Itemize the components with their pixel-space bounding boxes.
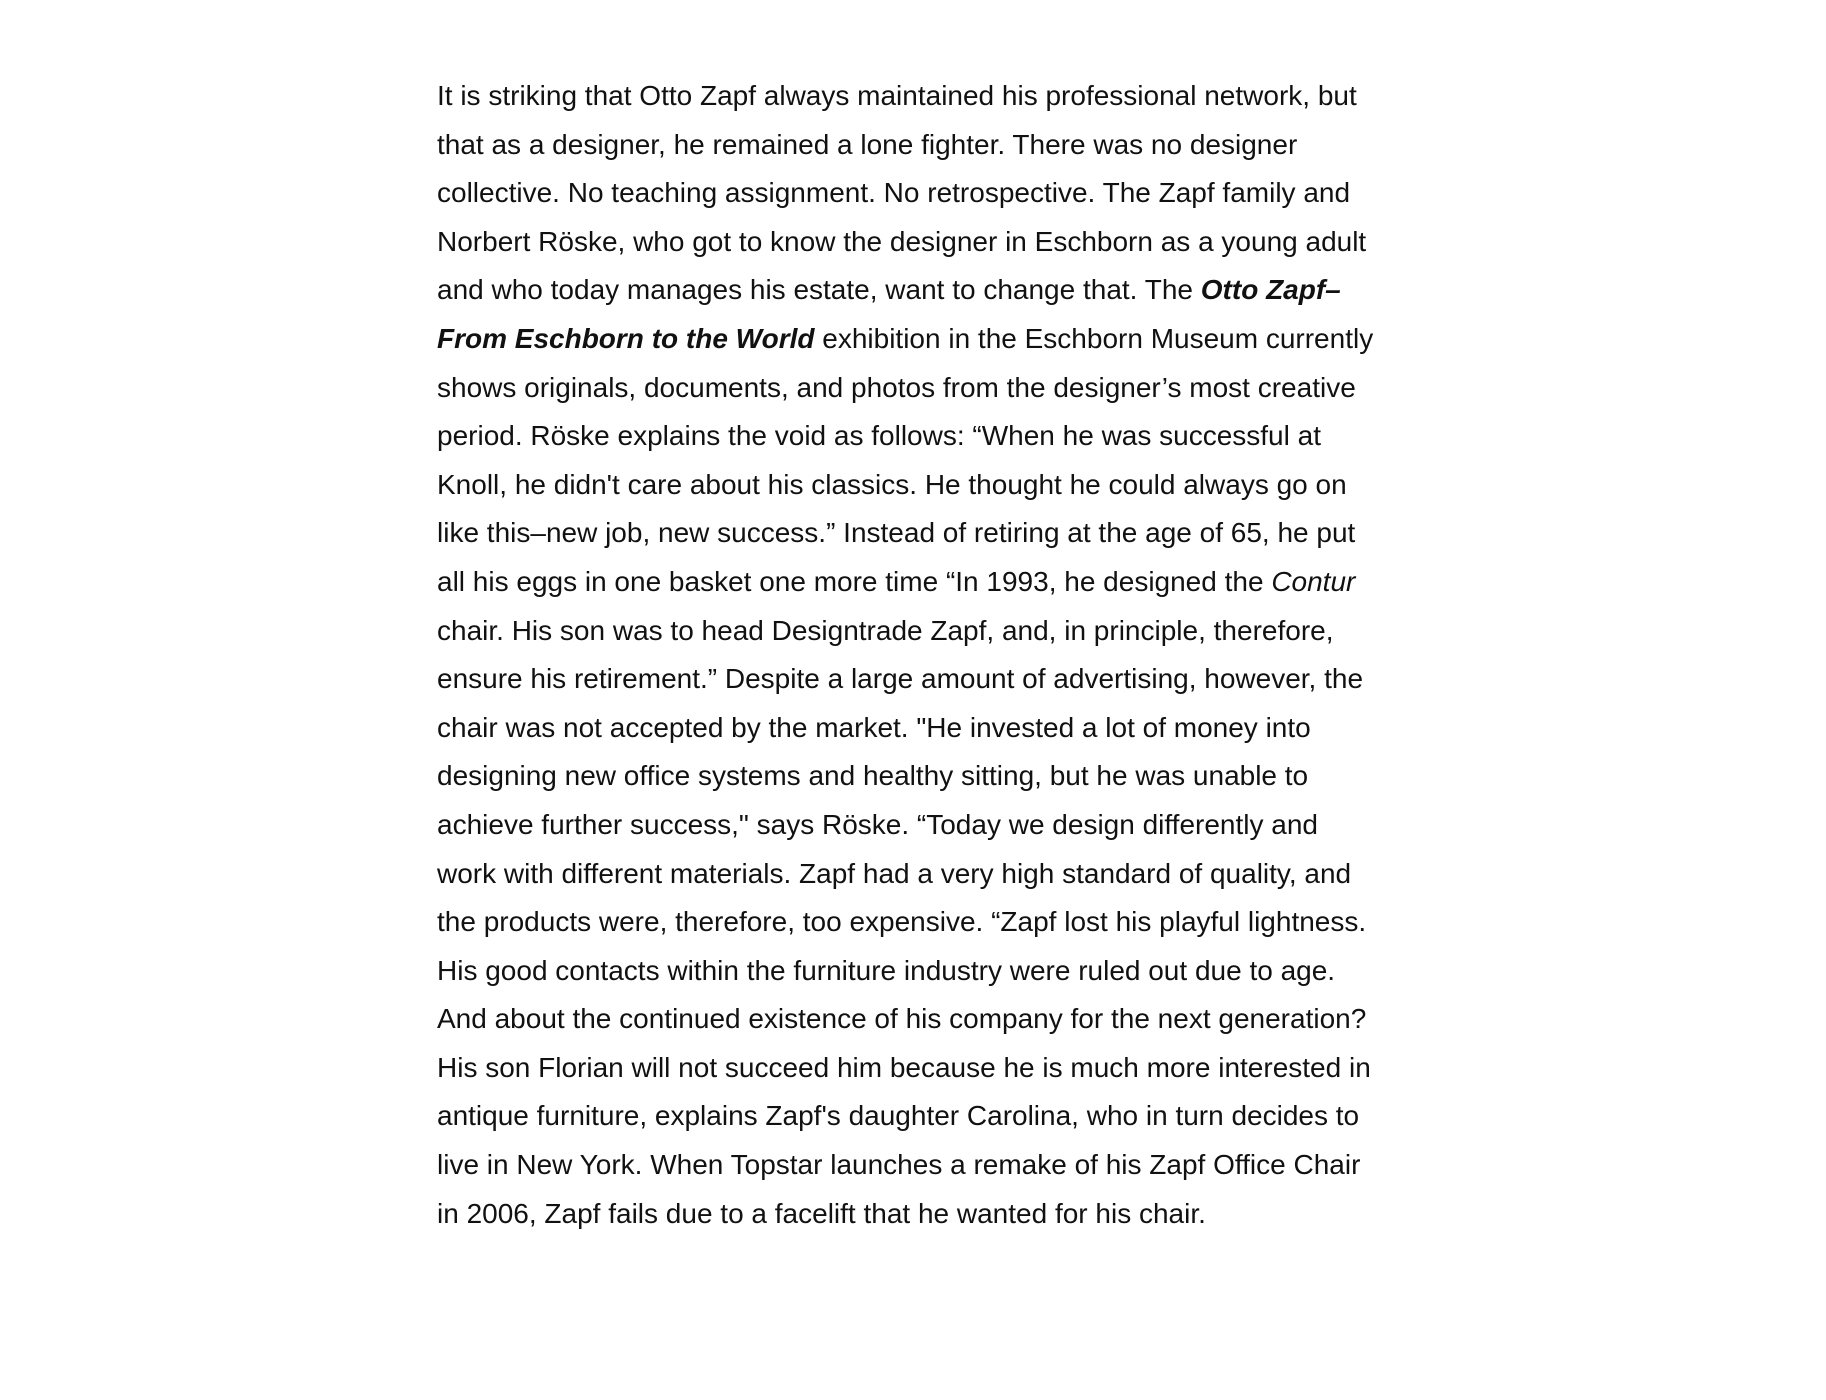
text-line — [437, 704, 1437, 753]
body-paragraph — [437, 72, 1437, 1238]
text-line — [437, 1092, 1437, 1141]
exhibition-title-part-2: From Eschborn to the World — [437, 322, 815, 354]
text-line — [437, 1044, 1437, 1093]
text-line — [437, 218, 1437, 267]
text-run: His son Florian will not succeed him because he is much more interested in — [437, 1051, 1371, 1083]
text-run: in 2006, Zapf fails due to a facelift that he wanted for his chair. — [437, 1197, 1206, 1229]
text-run: antique furniture, explains Zapf's daughter Carolina, who in turn decides to — [437, 1100, 1360, 1132]
text-run: all his eggs in one basket one more time “In 1993, he designed the — [437, 565, 1272, 597]
text-run: chair was not accepted by the market. "He invested a lot of money into — [437, 711, 1311, 743]
text-run: ensure his retirement.” Despite a large amount of advertising, however, the — [437, 663, 1364, 695]
text-run: and who today manages his estate, want to change that. The — [437, 274, 1201, 306]
text-run: Norbert Röske, who got to know the designer in Eschborn as a young adult — [437, 225, 1367, 257]
text-line — [437, 412, 1437, 461]
text-line — [437, 266, 1437, 315]
chair-name: Contur — [1271, 565, 1356, 597]
text-run: the products were, therefore, too expensive. “Zapf lost his playful lightness. — [437, 906, 1367, 938]
text-run: collective. No teaching assignment. No retrospective. The Zapf family and — [437, 177, 1351, 209]
text-run: that as a designer, he remained a lone fighter. There was no designer — [437, 128, 1298, 160]
text-line — [437, 947, 1437, 996]
text-run: chair. His son was to head Designtrade Zapf, and, in principle, therefore, — [437, 614, 1334, 646]
exhibition-title-part-1: Otto Zapf– — [1200, 274, 1341, 306]
text-run: exhibition in the Eschborn Museum currently — [814, 322, 1374, 354]
text-run: like this–new job, new success.” Instead of retiring at the age of 65, he put — [437, 517, 1356, 549]
text-line — [437, 607, 1437, 656]
text-run: designing new office systems and healthy sitting, but he was unable to — [437, 760, 1309, 792]
text-line — [437, 315, 1437, 364]
text-line — [437, 1190, 1437, 1239]
text-line — [437, 850, 1437, 899]
text-line — [437, 461, 1437, 510]
text-run: Knoll, he didn't care about his classics. He thought he could always go on — [437, 468, 1347, 500]
text-run: And about the continued existence of his company for the next generation? — [437, 1003, 1367, 1035]
text-line — [437, 1141, 1437, 1190]
text-line — [437, 364, 1437, 413]
text-line — [437, 655, 1437, 704]
text-line — [437, 752, 1437, 801]
text-run: live in New York. When Topstar launches a remake of his Zapf Office Chair — [437, 1149, 1361, 1181]
text-line — [437, 509, 1437, 558]
text-line — [437, 801, 1437, 850]
text-run: period. Röske explains the void as follows: “When he was successful at — [437, 420, 1321, 452]
text-run: It is striking that Otto Zapf always maintained his professional network, but — [437, 80, 1357, 111]
text-run: work with different materials. Zapf had a very high standard of quality, and — [437, 857, 1352, 889]
text-line — [437, 72, 1437, 121]
text-run: His good contacts within the furniture industry were ruled out due to age. — [437, 954, 1336, 986]
text-line — [437, 995, 1437, 1044]
text-run: shows originals, documents, and photos from the designer’s most creative — [437, 371, 1356, 403]
text-line — [437, 898, 1437, 947]
text-line — [437, 558, 1437, 607]
text-line — [437, 121, 1437, 170]
text-line — [437, 169, 1437, 218]
text-run: achieve further success," says Röske. “Today we design differently and — [437, 808, 1318, 840]
